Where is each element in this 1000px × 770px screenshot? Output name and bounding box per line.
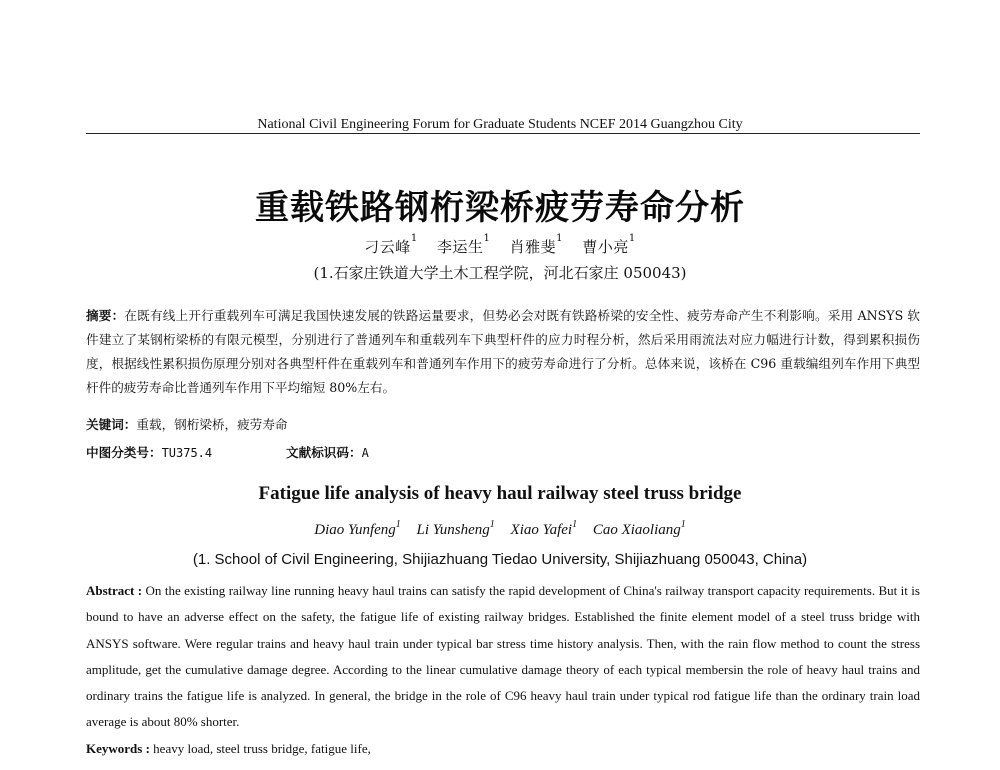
document-code-label: 文献标识码： [286,445,362,460]
english-author: Li Yunsheng$^1$ [416,519,495,538]
chinese-abstract [86,304,920,400]
english-keywords [86,741,920,757]
chinese-authors [0,233,1000,257]
chinese-keywords-label: 关键词： [86,417,137,432]
classification-line [86,442,920,461]
classification-value: TU375.4 [161,446,213,460]
english-author: Diao Yunfeng$^1$ [314,519,401,538]
chinese-title: 重载铁路钢桁梁桥疲劳寿命分析 [255,188,745,228]
chinese-abstract-text: 在既有线上开行重载列车可满足我国快速发展的铁路运量要求，但势必会对既有铁路桥梁的安全性、疲劳寿命产生不利影响。采用 ANSYS 软件建立了某钢桁梁桥的有限元模型，分别进行了普通列车和重载列车下典型杆件的应力时程分析，然后采用雨流法对应力幅进行计数，得到累积损伤度，根据线性累积损伤原理分别对各典型杆件在重载列车和普通列车作用下的疲劳寿命进行了分析。总体来说，该桥在 C96 重载编组列车作用下典型杆件的疲劳寿命比普通列车作用下平均缩短 80%左右。 [86,308,920,395]
chinese-keywords [86,414,920,433]
english-keywords-label: Keywords : [86,741,154,756]
chinese-abstract-label: 摘要： [86,308,125,323]
running-header: National Civil Engineering Forum for Graduate Students NCEF 2014 Guangzhou City [257,117,743,132]
chinese-author: 曹小亮$^1$ [582,233,636,256]
chinese-keywords-text: 重载，钢桁梁桥，疲劳寿命 [136,417,288,432]
english-abstract-label: Abstract : [86,583,146,598]
english-author: Cao Xiaoliang$^1$ [592,519,686,538]
english-title: Fatigue life analysis of heavy haul railway steel truss bridge [258,483,742,504]
chinese-author: 刁云峰$^1$ [364,233,418,256]
english-abstract-text: On the existing railway line running heavy haul trains can satisfy the rapid development of China's railway transport capacity requirements. But it is bound to have an adverse effect on the safety, the fatigue life of existing railway bridges. Established the finite element model of a steel truss bridge with ANSYS software. Were regular trains and heavy haul train under typical bar stress time history analysis. Then, with the rain flow method to count the stress amplitude, get the cumulative damage degree. According to the linear cumulative damage theory of each typical membersin the role of heavy haul trains and ordinary trains the fatigue life is analyzed. In general, the bridge in the role of C96 heavy haul train under typical rod fatigue life than the ordinary train load average is about 80% shorter. [86,583,920,730]
english-affiliation: (1. School of Civil Engineering, Shijiazhuang Tiedao University, Shijiazhuang 050043, China) [192,551,808,568]
english-author: Xiao Yafei$^1$ [510,519,578,538]
english-authors [0,519,1000,539]
document-code [286,442,369,461]
english-keywords-text: heavy load, steel truss bridge, fatigue life, [153,741,371,756]
classification-label: 中图分类号： [86,445,162,460]
document-code-value: A [361,446,369,460]
chinese-author: 肖雅斐$^1$ [509,233,564,256]
header-rule [86,133,920,134]
chinese-affiliation: (1.石家庄铁道大学土木工程学院，河北石家庄 050043) [313,264,687,282]
chinese-author: 李运生$^1$ [436,233,491,256]
english-abstract [86,578,920,736]
